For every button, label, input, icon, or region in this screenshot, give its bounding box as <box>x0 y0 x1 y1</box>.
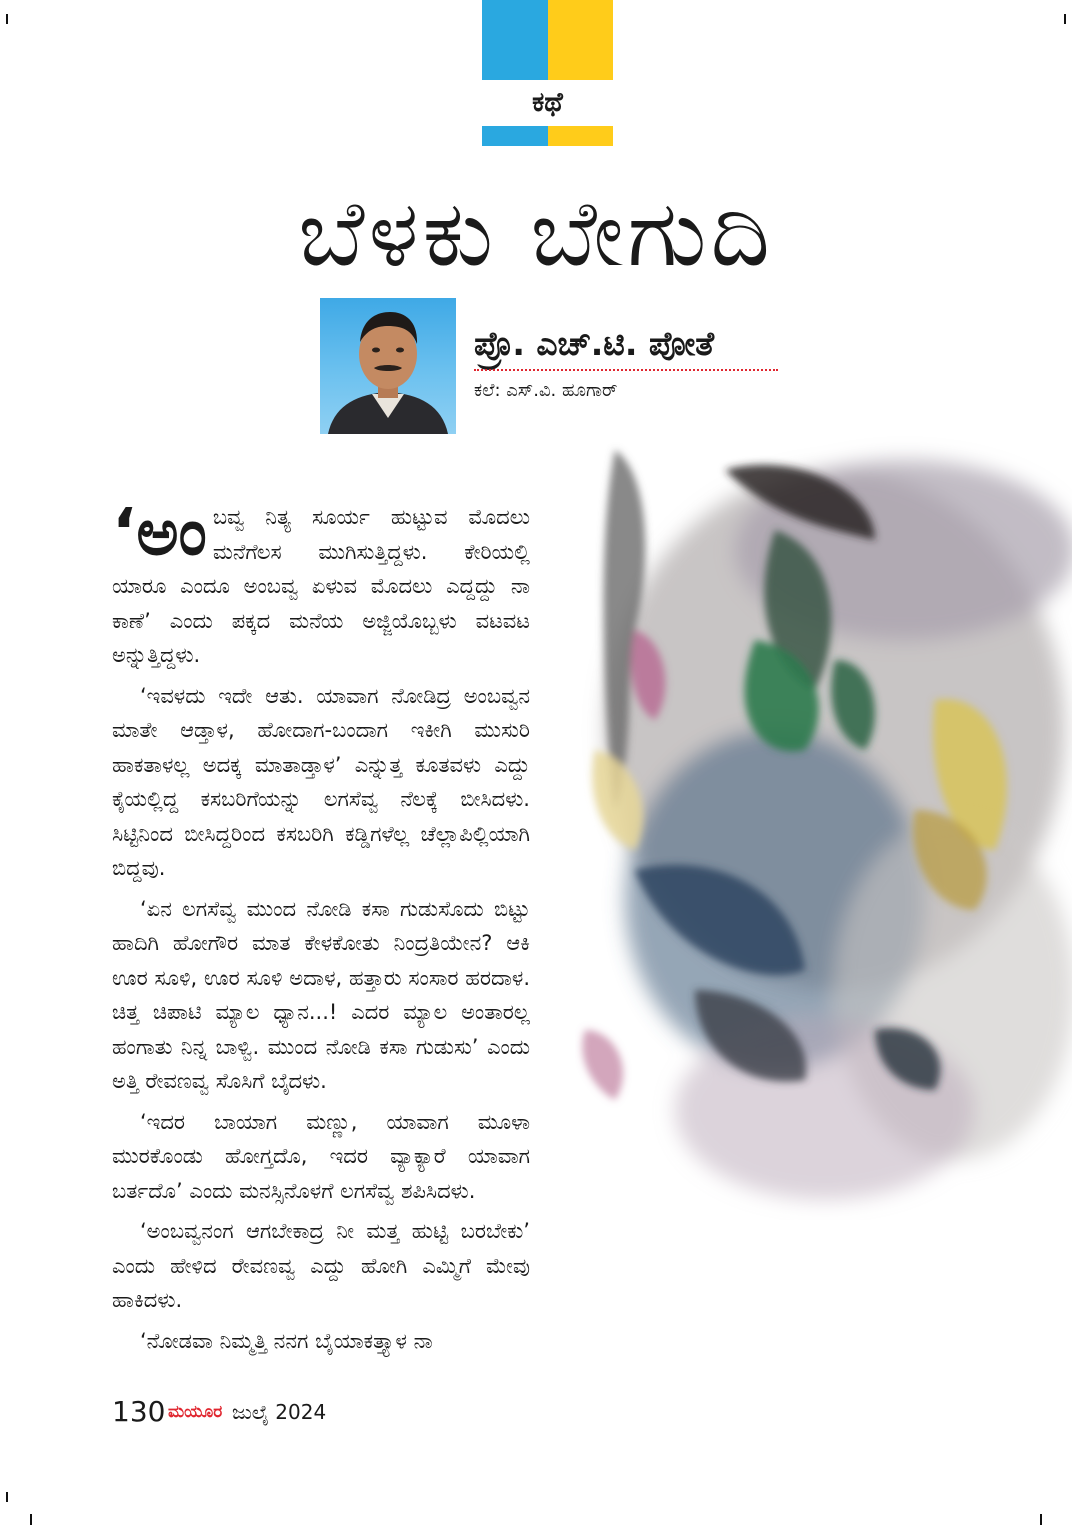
crop-mark <box>6 1492 8 1502</box>
paragraph <box>112 496 530 673</box>
paragraph: ‘ಏನ ಲಗಸೆವ್ವ ಮುಂದ ನೋಡಿ ಕಸಾ ಗುಡುಸೊದು ಬಿಟ್ಟು ಹಾದಿಗಿ ಹೋಗೌರ ಮಾತ ಕೇಳಕೋತು ನಿಂದ್ರತಿಯೇನ? ಆಕಿ ಊರ ಸೂಳಿ, ಊರ ಸೂಳಿ ಅದಾಳ, ಹತ್ತಾರು ಸಂಸಾರ ಹರದಾಳ. ಚಿತ್ತ ಚಿಪಾಟಿ ಮ್ಯಾಲ ಧ್ಯಾನ...! ಎದರ ಮ್ಯಾಲ ಅಂತಾರಲ್ಲ ಹಂಗಾತು ನಿನ್ನ ಬಾಳ್ವಿ. ಮುಂದ ನೋಡಿ ಕಸಾ ಗುಡುಸು’ ಎಂದು ಅತ್ತಿ ರೇವಣವ್ವ ಸೊಸಿಗೆ ಬೈದಳು. <box>112 896 530 1093</box>
crop-mark <box>1040 1514 1042 1525</box>
drop-cap: ‘ಅಂ <box>112 496 207 570</box>
paragraph: ‘ಇವಳದು ಇದೇ ಆತು. ಯಾವಾಗ ನೋಡಿದ್ರ ಅಂಬವ್ವನ ಮಾತೇ ಆಡ್ತಾಳ, ಹೋದಾಗ-ಬಂದಾಗ ಇಕೀಗಿ ಮುಸುರಿ ಹಾಕತಾಳಲ್ಲ ಅದಕ್ಕ ಮಾತಾಡ್ತಾಳ’ ಎನ್ನುತ್ತ ಕೂತವಳು ಎದ್ದು ಕೈಯಲ್ಲಿದ್ದ ಕಸಬರಿಗೆಯನ್ನು ಲಗಸೆವ್ವ ನೆಲಕ್ಕೆ ಬೀಸಿದಳು. ಸಿಟ್ಟಿನಿಂದ ಬೀಸಿದ್ದರಿಂದ ಕಸಬರಿಗಿ ಕಡ್ಡಿಗಳೆಲ್ಲ ಚೆಲ್ಲಾಪಿಲ್ಲಿಯಾಗಿ ಬಿದ್ದವು. <box>112 683 530 880</box>
illustrator-credit: ಕಲೆ: ಎಸ್.ವಿ. ಹೂಗಾರ್ <box>474 380 618 401</box>
author-divider <box>474 369 778 371</box>
story-title: ಬೆಳಕು ಬೇಗುದಿ <box>298 180 774 287</box>
magazine-name: ಮಯೂರ <box>168 1402 223 1422</box>
issue-date: ಜುಲೈ 2024 <box>232 1400 327 1424</box>
article-body <box>112 496 530 1364</box>
crop-mark <box>1064 14 1066 24</box>
crop-mark <box>30 1514 32 1525</box>
section-label: ಕಥೆ <box>532 87 563 118</box>
author-portrait-illustration <box>320 298 456 434</box>
section-bar-yellow <box>548 126 613 146</box>
paragraph: ‘ಇದರ ಬಾಯಾಗ ಮಣ್ಣು, ಯಾವಾಗ ಮೂಳಾ ಮುರಕೊಂಡು ಹೋಗ್ತದೊ, ಇದರ ವ್ಯಾಕ್ಯಾರೆ ಯಾವಾಗ ಬರ್ತದೊ’ ಎಂದು ಮನಸ್ಸಿನೊಳಗೆ ಲಗಸೆವ್ವ ಶಪಿಸಿದಳು. <box>112 1109 530 1203</box>
section-bar-blue <box>482 126 548 146</box>
author-name: ಪ್ರೊ. ಎಚ್.ಟಿ. ಪೋತೆ <box>474 324 715 363</box>
author-photo <box>320 298 456 434</box>
paragraph: ‘ನೋಡವಾ ನಿಮ್ಮತ್ತಿ ನನಗ ಬೈಯಾಕತ್ತ್ಯಾಳ ನಾ <box>140 1328 433 1353</box>
crop-mark <box>6 14 8 24</box>
section-tab-yellow <box>548 0 613 80</box>
paragraph: ‘ಅಂಬವ್ವನಂಗ ಆಗಬೇಕಾದ್ರ ನೀ ಮತ್ತ ಹುಟ್ಟಿ ಬರಬೇಕು’ ಎಂದು ಹೇಳಿದ ರೇವಣವ್ವ ಎದ್ದು ಹೋಗಿ ಎಮ್ಮಿಗೆ ಮೇವು ಹಾಕಿದಳು. <box>112 1219 530 1312</box>
section-tab-blue <box>482 0 548 80</box>
paragraph-text: ಬವ್ವ ನಿತ್ಯ ಸೂರ್ಯ ಹುಟ್ಟುವ ಮೊದಲು ಮನೆಗೆಲಸ ಮುಗಿಸುತ್ತಿದ್ದಳು. ಕೇರಿಯಲ್ಲಿ ಯಾರೂ ಎಂದೂ ಅಂಬವ್ವ ಏಳುವ ಮೊದಲು ಎದ್ದದ್ದು ನಾ ಕಾಣೆ’ ಎಂದು ಪಕ್ಕದ ಮನೆಯ ಅಜ್ಜಿಯೊಬ್ಬಳು ವಟವಟ ಅನ್ನುತ್ತಿದ್ದಳು. <box>112 505 530 667</box>
story-illustration <box>575 430 1072 1220</box>
page-number: 130 <box>112 1395 166 1428</box>
